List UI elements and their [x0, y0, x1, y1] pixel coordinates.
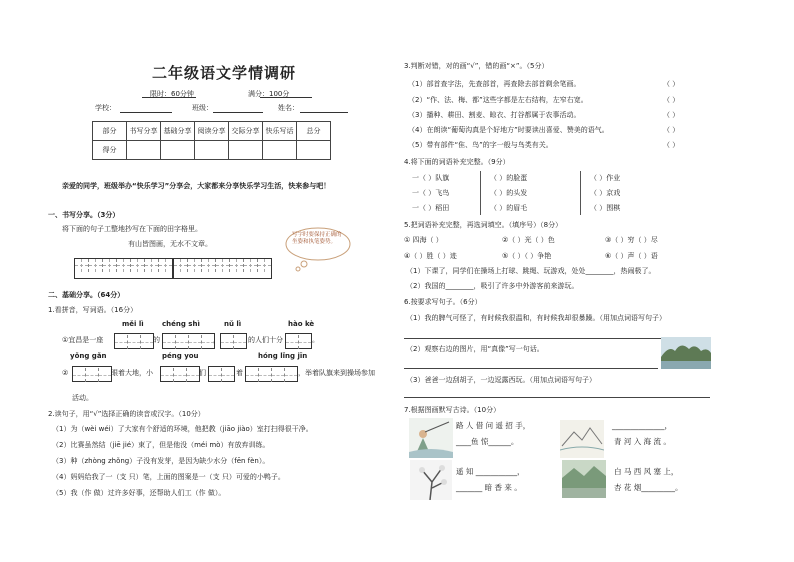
poem3-line2[interactable]: _______ 暗 香 来 。 [456, 483, 522, 492]
score-header-cell: 书写分享 [127, 122, 161, 141]
q1-line2-end: 活动。 [72, 394, 93, 402]
q2-heading: 2.读句子，用“√”选择正确的读音或汉字。（10分） [48, 410, 205, 418]
q3-item: （5）带有部件“隹、鸟”的字一般与鸟类有关。 [408, 141, 553, 149]
bubble-text: 写字时要保持正确的坐姿和执笔姿势。 [292, 232, 342, 246]
full-score: 满分：100分 [248, 90, 290, 98]
q1-line2-text: 们 [199, 369, 206, 377]
poem4-line1: 白 马 西 风 塞 上， [614, 467, 679, 476]
q4-col2: （ ）的眉毛 [490, 204, 528, 212]
q2-item: （1）为（wèi wéi）了大家有个舒适的环境，他把教（jiāo jiào）室打扫得很干净。 [52, 425, 313, 433]
score-input-cell[interactable] [229, 141, 263, 160]
q5-idiom: ②（ ）光（ ）色 [502, 236, 555, 244]
q2-item: （2）比赛虽然结（jiē jié）束了，但是他没（méi mò）有放弃训练。 [52, 441, 270, 449]
intro-text: 亲爱的同学，班级举办“快乐学习”分享会，大家都来分享快乐学习生活，快来参与吧！ [62, 182, 331, 190]
name-field[interactable] [300, 112, 348, 113]
q4-col3: （ ）作业 [590, 174, 621, 182]
answer-grid[interactable] [285, 333, 312, 349]
answer-grid[interactable] [208, 366, 235, 382]
q4-col2: （ ）的脸蛋 [490, 174, 528, 182]
q2-item: （3）种（zhòng zhǒng）子没有发芽，是因为缺少水分（fēn fèn）。 [52, 457, 270, 465]
q5-idiom: ⑤（ ）（ ）争艳 [502, 252, 552, 260]
school-label: 学校： [95, 104, 116, 112]
answer-grid[interactable] [245, 366, 298, 382]
q3-item: （1）部首查字法，先查部首，再查除去部首剩余笔画。 [408, 80, 581, 88]
q1-heading: 1.看拼音，写词语。（16分） [48, 306, 138, 314]
q6-sentence: （3）爸爸一边刮胡子，一边逗露西玩。（用加点词语写句子） [406, 376, 596, 384]
answer-grid[interactable] [72, 366, 112, 382]
score-header-cell: 交际分享 [229, 122, 263, 141]
fishing-child-picture [409, 418, 453, 458]
poem1-line1: 路 人 借 问 遥 招 手， [456, 421, 531, 430]
score-input-cell[interactable] [263, 141, 297, 160]
score-input-cell[interactable] [127, 141, 161, 160]
q5-idiom: ③（ ）穷（ ）尽 [605, 236, 658, 244]
score-header-cell: 总分 [297, 122, 331, 141]
score-input-cell[interactable] [195, 141, 229, 160]
q5-idiom: ① 四海（ ） [404, 236, 443, 244]
poem3-line1[interactable]: 遥 知 ___________， [456, 467, 525, 476]
q5-sentence: （1）下课了，同学们在操场上打球、跳绳、玩游戏，处处________，热闹极了。 [406, 267, 656, 275]
answer-bracket[interactable]: （ ） [663, 111, 680, 119]
answer-bracket[interactable]: （ ） [663, 126, 680, 134]
page-title: 二年级语文学情调研 [152, 64, 297, 82]
q2-item: （5）我（作 做）过许多好事，还帮助人们工（作 做）。 [52, 489, 226, 497]
q1-line2-text: ② [62, 369, 69, 377]
q5-idiom: ⑥（ ）声（ ）语 [605, 252, 658, 260]
section1-instruction: 将下面的句子工整地抄写在下面的田字格里。 [62, 225, 202, 233]
q6-heading: 6.按要求写句子。（6分） [404, 298, 482, 306]
q4-col1: 一（ ）队旗 [412, 174, 450, 182]
q4-heading: 4.将下面的词语补充完整。（9分） [404, 158, 510, 166]
q5-idiom: ④（ ）胜（ ）迹 [404, 252, 457, 260]
section1-heading: 一、书写分享。（3分） [48, 211, 120, 219]
pinyin: yǒng gǎn [70, 352, 107, 360]
q1-line2-text: ，举着队旗来到操场参加 [298, 369, 375, 377]
q5-heading: 5.把词语补充完整，再选词填空。（填序号）（8分） [404, 221, 563, 229]
name-label: 姓名： [278, 104, 299, 112]
q4-col1: 一（ ）稻田 [412, 204, 450, 212]
answer-line[interactable] [404, 397, 710, 398]
landscape-photo [661, 337, 711, 369]
pinyin: nǔ lì [224, 320, 242, 328]
q1-line2-text: 着 [236, 369, 243, 377]
q4-col2: （ ）的头发 [490, 189, 528, 197]
q3-item: （2）“作、法、梅、都”这些字都是左右结构，左窄右宽。 [408, 96, 588, 104]
q1-line1-text: 的 [153, 336, 160, 344]
pinyin: hào kè [288, 320, 315, 328]
q3-item: （4）在朗读“葡萄沟真是个好地方”时要读出喜爱、赞美的语气。 [408, 126, 609, 134]
answer-bracket[interactable]: （ ） [663, 141, 680, 149]
q3-heading: 3.判断对错，对的画“√”，错的画“×”。（5分） [404, 62, 549, 70]
score-header-cell: 快乐写话 [263, 122, 297, 141]
pinyin: chéng shì [162, 320, 200, 328]
poem2-line1[interactable]: ______________， [612, 421, 672, 430]
q1-line2-text: 眼着大地，小 [111, 369, 153, 377]
section2-heading: 二、基础分享。（64分） [48, 291, 125, 299]
q5-sentence: （2）我国的________，吸引了许多中外游客前来游玩。 [406, 282, 579, 290]
pinyin: péng you [162, 352, 199, 360]
pinyin: hóng lǐng jīn [258, 352, 308, 360]
q6-sentence: （1）我的脾气可怪了，有时候我很温和，有时候我却很暴躁。（用加点词语写句子） [406, 314, 666, 322]
q3-item: （3）播种、耕田、割麦、晾衣、打谷都属于农事活动。 [408, 111, 581, 119]
class-label: 班级： [192, 104, 213, 112]
score-header-cell: 阅读分享 [195, 122, 229, 141]
q1-line1-text: 的人们十分 [248, 336, 283, 344]
answer-bracket[interactable]: （ ） [663, 96, 680, 104]
plum-blossom-picture [410, 460, 452, 500]
river-picture [560, 420, 604, 458]
score-input-cell[interactable] [161, 141, 195, 160]
answer-grid[interactable] [220, 333, 247, 349]
score-header-cell: 部分 [93, 122, 127, 141]
answer-grid[interactable] [114, 333, 154, 349]
score-header-cell: 基础分享 [161, 122, 195, 141]
q2-item: （4）妈妈给我了一（支 只）笔，上面的图案是一（支 只）可爱的小鸭子。 [52, 473, 285, 481]
q4-col1: 一（ ）飞鸟 [412, 189, 450, 197]
writing-grid-1[interactable] [74, 258, 173, 279]
q1-line1-text: 。 [312, 336, 319, 344]
poem4-line2[interactable]: 杏 花 烟_________。 [614, 483, 683, 492]
q4-col3: （ ）围棋 [590, 204, 621, 212]
answer-line[interactable] [404, 368, 658, 369]
answer-bracket[interactable]: （ ） [663, 80, 680, 88]
horse-landscape-picture [562, 460, 606, 498]
copy-sentence: 有山皆图画，无水不文章。 [128, 240, 212, 248]
q7-heading: 7.根据图画默写古诗。（10分） [404, 406, 501, 414]
answer-grid[interactable] [160, 366, 200, 382]
q6-sentence: （2）观察右边的图片，用“真像”写一句话。 [406, 345, 544, 353]
class-field[interactable] [213, 112, 263, 113]
time-limit: 限时：60分钟 [150, 90, 194, 98]
writing-grid-2[interactable] [173, 258, 272, 279]
pinyin: měi lì [122, 320, 144, 328]
q1-line1-text: ①宜昌是一座 [62, 336, 104, 344]
score-label-cell: 得分 [93, 141, 127, 160]
score-table [92, 121, 331, 160]
poem2-line2: 青 河 入 海 流 。 [614, 437, 671, 446]
q4-col3: （ ）京戏 [590, 189, 621, 197]
answer-grid[interactable] [162, 333, 215, 349]
score-input-cell[interactable] [297, 141, 331, 160]
school-field[interactable] [120, 112, 172, 113]
q1-line1-text: ， [213, 336, 220, 344]
poem1-line2[interactable]: ____鱼 惊______。 [456, 437, 519, 446]
